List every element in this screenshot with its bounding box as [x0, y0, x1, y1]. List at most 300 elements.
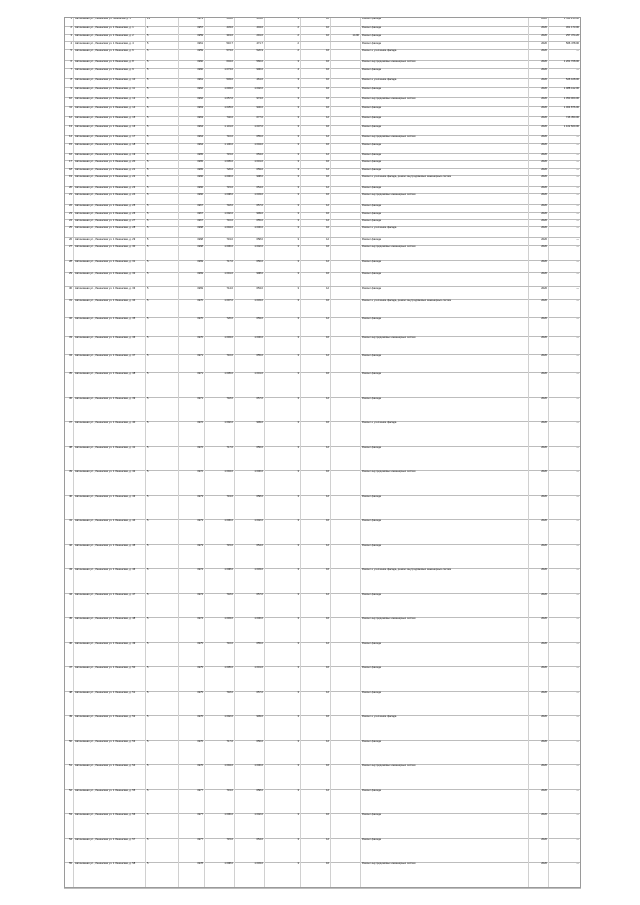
work-description-cell: Ремонт фасада [360, 153, 528, 160]
building-type-cell: 5 [145, 87, 178, 97]
building-type-cell: 5 [145, 106, 178, 116]
address-cell: Автономная ул., Ленинская ул. 1 Ленинская, д. 44 [73, 519, 145, 544]
living-area-cell: 655.0 [234, 219, 264, 226]
total-area-cell: 604.0 [204, 60, 234, 69]
floors-cell: 3 [264, 226, 300, 237]
work-description-cell: Ремонт фасада [360, 34, 528, 41]
address-cell: Автономная ул., Ленинская ул. Ленинское д. 1 [73, 17, 145, 26]
address-cell: Автономная ул., Ленинская ул. 1 Ленинская, д. 45 [73, 544, 145, 569]
year-built-cell: 1965 [178, 168, 204, 175]
work-description-cell: Ремонт и утепление фасада [360, 715, 528, 740]
work-description-cell: Ремонт фасада [360, 212, 528, 219]
year-built-cell: 1976 [178, 715, 204, 740]
apartments-cell: 16 [300, 470, 330, 495]
total-area-cell: 717.0 [204, 260, 234, 272]
apartments-cell: 16 [300, 764, 330, 789]
total-area-cell: 573.0 [204, 49, 234, 60]
living-area-cell: 999.0 [234, 421, 264, 446]
floors-cell: 3 [264, 175, 300, 186]
extra-value-cell [330, 168, 360, 175]
row-number: 14 [64, 135, 73, 144]
row-number: 10 [64, 97, 73, 107]
year-built-cell: 1969 [178, 287, 204, 299]
building-type-cell: 5 [145, 143, 178, 153]
total-area-cell: 1 094.0 [204, 226, 234, 237]
address-cell: Автономная ул., Ленинская ул. 1 Ленинская, д. 14 [73, 106, 145, 116]
row-number: 25 [64, 226, 73, 237]
extra-value-cell [330, 272, 360, 287]
address-cell: Автономная ул., Ленинская ул. 1 Ленинская, д. 37 [73, 354, 145, 372]
work-description-cell: Ремонт внутридомовых инженерных систем [360, 60, 528, 69]
floors-cell: 3 [264, 204, 300, 211]
apartments-cell: 12 [300, 593, 330, 618]
row-number: 21 [64, 193, 73, 204]
table-row [64, 593, 581, 619]
cost-cell: — [548, 519, 581, 544]
work-description-cell: Ремонт фасада [360, 372, 528, 397]
extra-value-cell [330, 397, 360, 422]
table-row [64, 421, 581, 447]
building-type-cell: 5 [145, 42, 178, 49]
extra-value-cell [330, 354, 360, 372]
total-area-cell: 1 101.0 [204, 125, 234, 135]
year-built-cell: 1962 [178, 97, 204, 107]
table-row [64, 666, 581, 692]
living-area-cell: 657.0 [234, 691, 264, 716]
address-cell: Автономная ул., Ленинская ул. 1 Ленинская, д. 51 [73, 691, 145, 716]
extra-value-cell [330, 336, 360, 354]
total-area-cell: 719.0 [204, 238, 234, 245]
planned-year-cell: 2020 [528, 764, 548, 789]
building-type-cell: 5 [145, 495, 178, 520]
cost-cell: — [548, 740, 581, 765]
building-type-cell: 5 [145, 813, 178, 838]
year-built-cell: 1968 [178, 226, 204, 237]
cost-cell: — [548, 397, 581, 422]
cost-cell: — [548, 617, 581, 642]
extra-value-cell [330, 519, 360, 544]
row-number: 43 [64, 568, 73, 593]
floors-cell: 3 [264, 245, 300, 260]
address-cell: Автономная ул., Ленинская ул. 1 Ленинская, д. 38 [73, 372, 145, 397]
work-description-cell: Ремонт фасада [360, 287, 528, 299]
work-description-cell: Ремонт фасада [360, 666, 528, 691]
row-number: 44 [64, 593, 73, 618]
work-description-cell: Ремонт внутридомовых инженерных систем [360, 862, 528, 888]
work-description-cell: Ремонт фасада [360, 106, 528, 116]
building-type-cell: 5 [145, 299, 178, 317]
row-number: 22 [64, 204, 73, 211]
building-type-cell: 5 [145, 204, 178, 211]
planned-year-cell: 2020 [528, 336, 548, 354]
apartments-cell: 10 [300, 34, 330, 41]
apartments-cell: 12 [300, 544, 330, 569]
living-area-cell: 654.0 [234, 838, 264, 863]
work-description-cell: Ремонт внутридомовых инженерных систем [360, 470, 528, 495]
cost-cell: — [548, 153, 581, 160]
row-number: 19 [64, 175, 73, 186]
work-description-cell: Ремонт и утепление фасада, ремонт внутридомовых инженерных систем [360, 299, 528, 317]
cost-cell: — [548, 354, 581, 372]
apartments-cell: 10 [300, 78, 330, 87]
extra-value-cell [330, 97, 360, 107]
apartments-cell: 16 [300, 97, 330, 107]
address-cell: Автономная ул., Ленинская ул. 1 Ленинская, д. 50 [73, 666, 145, 691]
planned-year-cell: 2020 [528, 354, 548, 372]
floors-cell: 3 [264, 299, 300, 317]
planned-year-cell: 2020 [528, 715, 548, 740]
total-area-cell: 1 100.0 [204, 143, 234, 153]
building-type-cell: 1 [145, 26, 178, 35]
table-row [64, 317, 581, 336]
work-description-cell: Ремонт фасада [360, 593, 528, 618]
planned-year-cell: 2020 [528, 317, 548, 335]
cost-cell: — [548, 143, 581, 153]
extra-value-cell [330, 135, 360, 144]
building-type-cell: 5 [145, 97, 178, 107]
total-area-cell: 1 091.0 [204, 272, 234, 287]
year-built-cell: 1972 [178, 446, 204, 471]
row-number: 18 [64, 168, 73, 175]
year-built-cell: 1972 [178, 470, 204, 495]
year-built-cell: 1977 [178, 838, 204, 863]
address-cell: Автономная ул., Ленинская ул. 1 Ленинская, д. 57 [73, 838, 145, 863]
cost-cell: — [548, 68, 581, 78]
work-description-cell: Ремонт фасада [360, 495, 528, 520]
floors-cell: 3 [264, 97, 300, 107]
building-type-cell: 5 [145, 160, 178, 167]
cost-cell: — [548, 336, 581, 354]
planned-year-cell: 2020 [528, 97, 548, 107]
living-area-cell: 461.8 [234, 17, 264, 26]
work-description-cell: Ремонт и утепление фасада, ремонт внутридомовых инженерных систем [360, 175, 528, 186]
building-type-cell: 5 [145, 34, 178, 41]
address-cell: Автономная ул., Ленинская ул. 1 Ленинская, д. 2 [73, 34, 145, 41]
total-area-cell: 1 098.0 [204, 568, 234, 593]
extra-value-cell [330, 186, 360, 193]
row-number: 17 [64, 160, 73, 167]
work-description-cell: Ремонт фасада [360, 397, 528, 422]
total-area-cell: 1 090.0 [204, 175, 234, 186]
extra-value-cell [330, 593, 360, 618]
living-area-cell: 1 002.0 [234, 245, 264, 260]
apartments-cell: 12 [300, 317, 330, 335]
floors-cell: 3 [264, 642, 300, 667]
floors-cell: 3 [264, 862, 300, 888]
year-built-cell: 1959 [178, 34, 204, 41]
floors-cell: 3 [264, 260, 300, 272]
living-area-cell: 659.0 [234, 168, 264, 175]
address-cell: Автономная ул., Ленинская ул. 1 Ленинская, д. 40 [73, 421, 145, 446]
planned-year-cell: 2020 [528, 219, 548, 226]
total-area-cell: 715.0 [204, 838, 234, 863]
planned-year-cell: 2020 [528, 42, 548, 49]
living-area-cell: 1 003.0 [234, 299, 264, 317]
apartments-cell: 16 [300, 226, 330, 237]
cost-cell: — [548, 715, 581, 740]
work-description-cell: Ремонт фасада [360, 354, 528, 372]
address-cell: Автономная ул., Ленинская ул. 1 Ленинская, д. 26 [73, 212, 145, 219]
building-type-cell: 5 [145, 715, 178, 740]
extra-value-cell [330, 153, 360, 160]
total-area-cell: 717.0 [204, 446, 234, 471]
living-area-cell: 999.0 [234, 212, 264, 219]
building-type-cell: 5 [145, 212, 178, 219]
address-cell: Автономная ул., Ленинская ул. 1 Ленинская, д. 27 [73, 219, 145, 226]
living-area-cell: 1 000.0 [234, 764, 264, 789]
year-built-cell: 1978 [178, 862, 204, 888]
year-built-cell: 1969 [178, 260, 204, 272]
building-type-cell: 5 [145, 260, 178, 272]
address-cell: Автономная ул., Ленинская ул. 1 Ленинская, д. 15 [73, 116, 145, 125]
living-area-cell: 1 000.0 [234, 470, 264, 495]
cost-cell: — [548, 862, 581, 888]
table-row [64, 260, 581, 273]
year-built-cell: 1963 [178, 106, 204, 116]
row-number: 51 [64, 764, 73, 789]
work-description-cell: Ремонт фасада [360, 317, 528, 335]
year-built-cell: 1974 [178, 617, 204, 642]
total-area-cell: 718.0 [204, 593, 234, 618]
floors-cell: 3 [264, 106, 300, 116]
spreadsheet-table [64, 17, 581, 888]
total-area-cell: 1 098.0 [204, 862, 234, 888]
work-description-cell: Ремонт внутридомовых инженерных систем [360, 97, 528, 107]
extra-value-cell [330, 495, 360, 520]
work-description-cell: Ремонт фасада [360, 838, 528, 863]
living-area-cell: 998.0 [234, 175, 264, 186]
extra-value-cell [330, 470, 360, 495]
total-area-cell: 1 092.0 [204, 715, 234, 740]
work-description-cell: Ремонт внутридомовых инженерных систем [360, 764, 528, 789]
living-area-cell: 1 000.0 [234, 336, 264, 354]
address-cell: Автономная ул., Ленинская ул. 1 Ленинская, д. 48 [73, 617, 145, 642]
cost-cell: 1 102 600.00 [548, 125, 581, 135]
year-built-cell: 1970 [178, 317, 204, 335]
total-area-cell: 1 095.0 [204, 160, 234, 167]
floors-cell: 2 [264, 34, 300, 41]
address-cell: Автономная ул., Ленинская ул. 1 Ленинская, д. 31 [73, 260, 145, 272]
cost-cell: 746 350.00 [548, 116, 581, 125]
building-type-cell: 5 [145, 226, 178, 237]
row-number: 37 [64, 421, 73, 446]
floors-cell: 3 [264, 60, 300, 69]
table-row [64, 789, 581, 815]
row-number: 31 [64, 299, 73, 317]
year-built-cell: 1975 [178, 642, 204, 667]
floors-cell: 3 [264, 446, 300, 471]
planned-year-cell: 2020 [528, 60, 548, 69]
cost-cell: — [548, 317, 581, 335]
total-area-cell: 516.7 [204, 42, 234, 49]
total-area-cell: 504.8 [204, 17, 234, 26]
floors-cell: 3 [264, 593, 300, 618]
living-area-cell: 1 000.0 [234, 617, 264, 642]
cost-cell: — [548, 219, 581, 226]
extra-value-cell [330, 813, 360, 838]
planned-year-cell: 2020 [528, 789, 548, 814]
planned-year-cell: 2020 [528, 143, 548, 153]
living-area-cell: 566.0 [234, 60, 264, 69]
planned-year-cell: 2020 [528, 544, 548, 569]
cost-cell: — [548, 49, 581, 60]
work-description-cell: Ремонт внутридомовых инженерных систем [360, 336, 528, 354]
cost-cell: — [548, 272, 581, 287]
row-number: 49 [64, 715, 73, 740]
extra-value-cell [330, 421, 360, 446]
total-area-cell: 715.0 [204, 544, 234, 569]
work-description-cell: Ремонт фасада [360, 160, 528, 167]
extra-value-cell [330, 715, 360, 740]
year-built-cell: 1963 [178, 116, 204, 125]
work-description-cell: Ремонт внутридомовых инженерных систем [360, 245, 528, 260]
row-number: 15 [64, 143, 73, 153]
table-row [64, 568, 581, 594]
floors-cell: 3 [264, 336, 300, 354]
building-type-cell: 5 [145, 691, 178, 716]
year-built-cell: 1976 [178, 740, 204, 765]
planned-year-cell: 2020 [528, 421, 548, 446]
cost-cell: — [548, 260, 581, 272]
work-description-cell: Ремонт фасада [360, 42, 528, 49]
planned-year-cell: 2020 [528, 446, 548, 471]
row-number: 28 [64, 260, 73, 272]
work-description-cell: Ремонт и утепление фасада [360, 78, 528, 87]
apartments-cell: 16 [300, 175, 330, 186]
cost-cell: — [548, 470, 581, 495]
total-area-cell: 716.0 [204, 135, 234, 144]
extra-value-cell [330, 238, 360, 245]
floors-cell: 3 [264, 495, 300, 520]
planned-year-cell: 2020 [528, 116, 548, 125]
total-area-cell: 1 095.0 [204, 666, 234, 691]
apartments-cell: 16 [300, 106, 330, 116]
address-cell: Автономная ул., Ленинская ул. 1 Ленинская, д. 24 [73, 193, 145, 204]
address-cell: Автономная ул., Ленинская ул. 1 Ленинская, д. 1 [73, 26, 145, 35]
total-area-cell: 433.0 [204, 26, 234, 35]
planned-year-cell: 2020 [528, 153, 548, 160]
table-row [64, 715, 581, 741]
extra-value-cell [330, 568, 360, 593]
floors-cell: 3 [264, 143, 300, 153]
year-built-cell: 1968 [178, 245, 204, 260]
address-cell: Автономная ул., Ленинская ул. 1 Ленинская, д. 11 [73, 87, 145, 97]
living-area-cell: 658.0 [234, 495, 264, 520]
total-area-cell: 714.0 [204, 287, 234, 299]
address-cell: Автономная ул., Ленинская ул. 1 Ленинская, д. 20 [73, 160, 145, 167]
apartments-cell: 16 [300, 49, 330, 60]
building-type-cell: 5 [145, 49, 178, 60]
extra-value-cell [330, 212, 360, 219]
address-cell: Автономная ул., Ленинская ул. 1 Ленинская, д. 32 [73, 272, 145, 287]
year-built-cell: 1957 [178, 26, 204, 35]
extra-value-cell [330, 193, 360, 204]
extra-value-cell [330, 49, 360, 60]
floors-cell: 3 [264, 789, 300, 814]
year-built-cell: 1959 [178, 49, 204, 60]
total-area-cell: 1 095.0 [204, 372, 234, 397]
extra-value-cell [330, 740, 360, 765]
year-built-cell: 1967 [178, 219, 204, 226]
address-cell: Автономная ул., Ленинская ул. 1 Ленинская, д. 36 [73, 336, 145, 354]
building-type-cell: 5 [145, 397, 178, 422]
building-type-cell: 5 [145, 336, 178, 354]
total-area-cell: 1 096.0 [204, 245, 234, 260]
living-area-cell: 659.0 [234, 317, 264, 335]
row-number: 26 [64, 238, 73, 245]
living-area-cell: 1 004.0 [234, 143, 264, 153]
building-type-cell: 5 [145, 245, 178, 260]
living-area-cell: 658.0 [234, 238, 264, 245]
row-number: 20 [64, 186, 73, 193]
year-built-cell: 1967 [178, 204, 204, 211]
work-description-cell: Ремонт фасада [360, 642, 528, 667]
living-area-cell: 990.0 [234, 68, 264, 78]
building-type-cell: 5 [145, 470, 178, 495]
table-row [64, 495, 581, 521]
work-description-cell: Ремонт фасада [360, 125, 528, 135]
address-cell: Автономная ул., Ленинская ул. 1 Ленинская, д. 18 [73, 143, 145, 153]
year-built-cell: 1973 [178, 544, 204, 569]
floors-cell: 3 [264, 168, 300, 175]
cost-cell: — [548, 186, 581, 193]
address-cell: Автономная ул., Ленинская ул. 1 Ленинская, д. 8 [73, 60, 145, 69]
work-description-cell: Ремонт фасада [360, 26, 528, 35]
apartments-cell: 16 [300, 299, 330, 317]
extra-value-cell [330, 87, 360, 97]
row-number: 4 [64, 42, 73, 49]
row-number: 39 [64, 470, 73, 495]
floors-cell: 3 [264, 813, 300, 838]
cost-cell: 257 374.20 [548, 34, 581, 41]
row-number: 13 [64, 125, 73, 135]
row-number: 54 [64, 838, 73, 863]
living-area-cell: 656.0 [234, 260, 264, 272]
floors-cell: 3 [264, 764, 300, 789]
planned-year-cell: 2020 [528, 17, 548, 26]
floors-cell: 3 [264, 272, 300, 287]
planned-year-cell: 2020 [528, 106, 548, 116]
building-type-cell: 5 [145, 68, 178, 78]
planned-year-cell: 2020 [528, 186, 548, 193]
living-area-cell: 677.0 [234, 116, 264, 125]
apartments-cell: 16 [300, 143, 330, 153]
building-type-cell: 5 [145, 272, 178, 287]
cost-cell: — [548, 421, 581, 446]
extra-value-cell [330, 175, 360, 186]
building-type-cell: 5 [145, 116, 178, 125]
cost-cell: 526 108.00 [548, 78, 581, 87]
living-area-cell: 999.0 [234, 715, 264, 740]
planned-year-cell: 2020 [528, 740, 548, 765]
apartments-cell: 12 [300, 740, 330, 765]
living-area-cell: 404.0 [234, 26, 264, 35]
table-row [64, 838, 581, 864]
address-cell: Автономная ул., Ленинская ул. 1 Ленинская, д. 9 [73, 68, 145, 78]
planned-year-cell: 2020 [528, 68, 548, 78]
extra-value-cell [330, 143, 360, 153]
row-number: 33 [64, 336, 73, 354]
extra-value-cell [330, 160, 360, 167]
total-area-cell: 1 096.0 [204, 813, 234, 838]
table-row [64, 272, 581, 288]
cost-cell: 1 050 000.00 [548, 97, 581, 107]
apartments-cell: 12 [300, 116, 330, 125]
living-area-cell: 654.0 [234, 544, 264, 569]
apartments-cell: 12 [300, 495, 330, 520]
year-built-cell: 1961 [178, 78, 204, 87]
building-type-cell: 5 [145, 617, 178, 642]
